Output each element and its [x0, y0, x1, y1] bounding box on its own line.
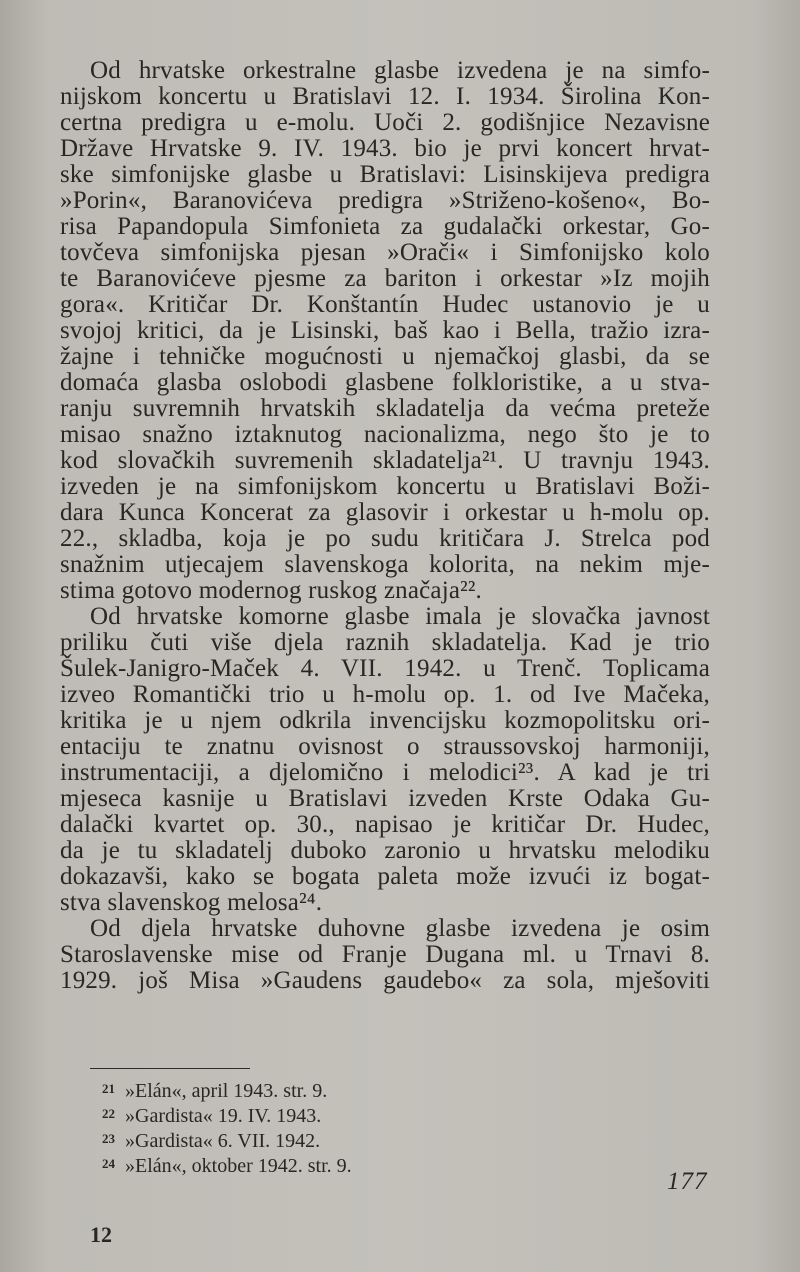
footnote-number: 21 [102, 1081, 115, 1096]
footnote [102, 1126, 522, 1151]
text-line: priliku čuti više djela raznih skladatelja. Kad je trio [60, 629, 710, 656]
text-line: domaća glasba oslobodi glasbene folkloristike, a u stva- [60, 369, 710, 396]
text-line: certna predigra u e-molu. Uoči 2. godišnjice Nezavisne [60, 109, 710, 136]
footnote-number: 22 [102, 1106, 115, 1121]
footnote-number: 24 [102, 1156, 115, 1171]
text-line: risa Papandopula Simfonieta za gudalački orkestar, Go- [60, 213, 710, 240]
text-line: svojoj kritici, da je Lisinski, baš kao i Bella, tražio izra- [60, 317, 710, 344]
text-line: tovčeva simfonijska pjesan »Orači« i Simfonijsko kolo [60, 239, 710, 266]
footnote-number: 23 [102, 1131, 115, 1146]
text-line: Države Hrvatske 9. IV. 1943. bio je prvi koncert hrvat- [60, 135, 710, 162]
text-line: entaciju te znatnu ovisnost o straussovskoj harmoniji, [60, 733, 710, 760]
text-line: Šulek-Janigro-Maček 4. VII. 1942. u Trenč. Toplicama [60, 655, 710, 682]
text-line: misao snažno iztaknutog nacionalizma, nego što je to [60, 421, 710, 448]
text-line: Od hrvatske komorne glasbe imala je slovačka javnost [90, 603, 710, 630]
footnote-text: »Elán«, oktober 1942. str. 9. [125, 1155, 352, 1177]
text-line: ske simfonijske glasbe u Bratislavi: Lisinskijeva predigra [60, 161, 710, 188]
footnote-divider [90, 1068, 250, 1069]
text-line: mjeseca kasnije u Bratislavi izveden Krste Odaka Gu- [60, 785, 710, 812]
text-line: stima gotovo modernog ruskog značaja²². [60, 577, 482, 604]
text-line: »Porin«, Baranovićeva predigra »Striženo-košeno«, Bo- [60, 187, 710, 214]
page-number: 177 [667, 1168, 708, 1195]
footnotes [102, 1076, 522, 1176]
text-line: te Baranovićeve pjesme za bariton i orkestar »Iz mojih [60, 265, 710, 292]
text-line: Od djela hrvatske duhovne glasbe izvedena je osim [90, 915, 710, 942]
text-line: da je tu skladatelj duboko zaronio u hrvatsku melodiku [60, 837, 710, 864]
text-line: kod slovačkih suvremenih skladatelja²¹. U travnju 1943. [60, 447, 710, 474]
text-line: stva slavenskog melosa²⁴. [60, 889, 323, 916]
text-line: ranju suvremnih hrvatskih skladatelja da većma preteže [60, 395, 710, 422]
text-line: dalački kvartet op. 30., napisao je kritičar Dr. Hudec, [60, 811, 710, 838]
body-text [60, 58, 710, 994]
footnote-text: »Elán«, april 1943. str. 9. [125, 1080, 328, 1102]
text-line: kritika je u njem odkrila invencijsku kozmopolitsku ori- [60, 707, 710, 734]
text-line: Od hrvatske orkestralne glasbe izvedena je na simfo- [90, 57, 710, 84]
text-line: snažnim utjecajem slavenskoga kolorita, na nekim mje- [60, 551, 710, 578]
text-line: izveo Romantički trio u h-molu op. 1. od Ive Mačeka, [60, 681, 710, 708]
footnote [102, 1151, 522, 1176]
signature-mark: 12 [90, 1222, 112, 1247]
text-line: instrumentaciji, a djelomično i melodici²³. A kad je tri [60, 759, 710, 786]
text-line: 22., skladba, koja je po sudu kritičara J. Strelca pod [60, 525, 710, 552]
text-line: gora«. Kritičar Dr. Konštantín Hudec ustanovio je u [60, 291, 710, 318]
footnote-text: »Gardista« 19. IV. 1943. [125, 1105, 322, 1127]
text-line: 1929. još Misa »Gaudens gaudebo« za sola, mješoviti [60, 967, 710, 994]
text-line: nijskom koncertu u Bratislavi 12. I. 1934. Širolina Kon- [60, 83, 710, 110]
footnote [102, 1101, 522, 1126]
text-line: izveden je na simfonijskom koncertu u Bratislavi Boži- [60, 473, 710, 500]
text-line: dara Kunca Koncerat za glasovir i orkestar u h-molu op. [60, 499, 710, 526]
footnote-text: »Gardista« 6. VII. 1942. [125, 1130, 321, 1152]
footnote [102, 1076, 522, 1101]
text-line: dokazavši, kako se bogata paleta može izvući iz bogat- [60, 863, 710, 890]
text-line: žajne i tehničke mogućnosti u njemačkoj glasbi, da se [60, 343, 710, 370]
text-line: Staroslavenske mise od Franje Dugana ml. u Trnavi 8. [60, 941, 710, 968]
